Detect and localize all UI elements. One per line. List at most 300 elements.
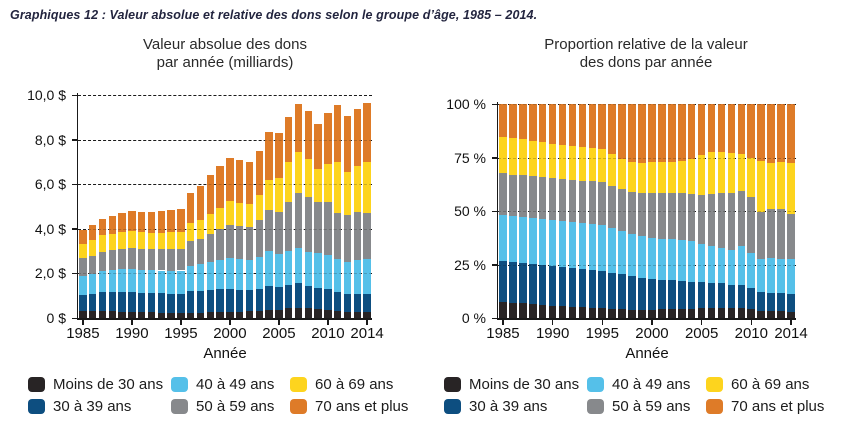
bar-1995-60-à-69-ans [177, 232, 185, 249]
bar-1999-40-à-49-ans [638, 236, 646, 278]
bar-2004-40-à-49-ans [265, 251, 273, 286]
bar-1986-30-à-39-ans [89, 294, 97, 311]
y-tick-label-6: 6,0 $ [34, 176, 66, 193]
bar-1992-60-à-69-ans [148, 233, 156, 250]
bar-1990-60-à-69-ans [128, 231, 136, 248]
bar-2008-60-à-69-ans [728, 153, 736, 193]
bar-2004-50-à-59-ans [688, 194, 696, 241]
bar-2011-40-à-49-ans [334, 259, 342, 292]
bar-1996-60-à-69-ans [187, 223, 195, 242]
y-tick-8 [72, 139, 77, 141]
bar-1992-70-ans-et-plus [569, 104, 577, 146]
legend-item [706, 376, 824, 393]
x-tick-1995 [180, 320, 182, 325]
right-chart-legend [444, 376, 824, 415]
bar-2000-70-ans-et-plus [648, 104, 656, 162]
bar-2000-30-à-39-ans [226, 289, 234, 312]
gridline-over-6 [78, 184, 372, 185]
bar-2002-50-à-59-ans [668, 193, 676, 239]
bar-1990-40-à-49-ans [128, 269, 136, 292]
right-chart-title-line1: Proportion relative de la valeur [544, 36, 748, 53]
x-tick-label-2010: 2010 [734, 325, 768, 342]
bar-2004-60-à-69-ans [688, 159, 696, 194]
bar-2014-60-à-69-ans [363, 162, 371, 213]
bar-1988-Moins-de-30-ans [109, 311, 117, 318]
bar-2003-60-à-69-ans [678, 161, 686, 193]
bar-2003-50-à-59-ans [678, 193, 686, 240]
x-tick-2014 [790, 320, 792, 325]
legend-item [290, 376, 408, 393]
bar-1995-30-à-39-ans [598, 271, 606, 309]
bar-2009-30-à-39-ans [738, 285, 746, 308]
bar-1996-70-ans-et-plus [608, 104, 616, 154]
legend-label: Moins de 30 ans [469, 376, 580, 393]
bar-2004-30-à-39-ans [688, 282, 696, 309]
y-tick-label-8: 8,0 $ [34, 131, 66, 148]
bar-2001-60-à-69-ans [658, 162, 666, 193]
bar-1996-50-à-59-ans [608, 186, 616, 228]
bar-2003-70-ans-et-plus [678, 104, 686, 161]
y-tick-25 [492, 264, 497, 266]
bar-1986-70-ans-et-plus [509, 104, 517, 138]
y-tick-2 [72, 273, 77, 275]
y-tick-0 [72, 318, 77, 320]
bar-2008-50-à-59-ans [728, 193, 736, 250]
bar-2014-30-à-39-ans [787, 294, 795, 312]
bar-1990-Moins-de-30-ans [549, 306, 557, 318]
bar-1991-60-à-69-ans [138, 232, 146, 249]
bar-2005-50-à-59-ans [698, 195, 706, 244]
bar-2004-30-à-39-ans [265, 286, 273, 309]
x-tick-label-1985: 1985 [66, 325, 100, 342]
bar-2013-50-à-59-ans [777, 209, 785, 259]
bar-1988-Moins-de-30-ans [529, 304, 537, 318]
bar-1993-50-à-59-ans [158, 249, 166, 270]
bar-1990-40-à-49-ans [549, 220, 557, 266]
y-tick-label-4: 4,0 $ [34, 220, 66, 237]
x-tick-label-2014: 2014 [774, 325, 808, 342]
y-tick-label-2: 2,0 $ [34, 265, 66, 282]
bar-2010-50-à-59-ans [747, 197, 755, 253]
bar-1987-70-ans-et-plus [519, 104, 527, 139]
bar-1985-Moins-de-30-ans [79, 311, 87, 318]
bar-2002-Moins-de-30-ans [246, 311, 254, 318]
bar-2008-30-à-39-ans [728, 285, 736, 308]
bar-2000-60-à-69-ans [648, 162, 656, 193]
bar-1986-70-ans-et-plus [89, 225, 97, 240]
legend-label: 50 à 59 ans [196, 398, 275, 415]
swatch-dark-blue [444, 399, 461, 414]
bar-1986-Moins-de-30-ans [89, 311, 97, 318]
bar-2006-Moins-de-30-ans [285, 308, 293, 318]
bar-2012-70-ans-et-plus [344, 116, 352, 172]
bar-2001-Moins-de-30-ans [658, 309, 666, 318]
bar-1993-40-à-49-ans [579, 223, 587, 269]
bar-2002-30-à-39-ans [246, 290, 254, 311]
left-chart-title-line1: Valeur absolue des dons [142, 36, 307, 53]
bar-1987-Moins-de-30-ans [99, 311, 107, 318]
swatch-orange [290, 399, 307, 414]
bar-1985-60-à-69-ans [499, 137, 507, 173]
bar-2008-70-ans-et-plus [305, 111, 313, 159]
bar-2003-60-à-69-ans [256, 195, 264, 220]
x-tick-label-2000: 2000 [213, 325, 247, 342]
bar-1999-60-à-69-ans [216, 208, 224, 229]
bar-1989-Moins-de-30-ans [539, 305, 547, 318]
x-tick-2000 [229, 320, 231, 325]
bar-2002-60-à-69-ans [668, 162, 676, 194]
bar-1992-60-à-69-ans [569, 146, 577, 180]
bar-2006-50-à-59-ans [708, 194, 716, 247]
x-tick-label-2014: 2014 [350, 325, 384, 342]
bar-2013-40-à-49-ans [354, 260, 362, 293]
bar-2012-60-à-69-ans [767, 163, 775, 209]
bar-2010-30-à-39-ans [324, 289, 332, 310]
bar-1998-30-à-39-ans [628, 276, 636, 309]
y-tick-4 [72, 228, 77, 230]
bar-2014-70-ans-et-plus [787, 104, 795, 163]
bar-2008-60-à-69-ans [305, 159, 313, 197]
bar-1988-70-ans-et-plus [529, 104, 537, 141]
bar-1985-40-à-49-ans [79, 276, 87, 295]
legend-label: Moins de 30 ans [53, 376, 164, 393]
bar-2007-40-à-49-ans [295, 248, 303, 283]
bar-1990-50-à-59-ans [549, 178, 557, 220]
bar-1999-70-ans-et-plus [638, 104, 646, 163]
bar-2002-60-à-69-ans [246, 204, 254, 227]
left-chart-title [95, 36, 355, 72]
bar-1985-30-à-39-ans [499, 261, 507, 302]
bar-2003-50-à-59-ans [256, 220, 264, 257]
bar-2007-50-à-59-ans [295, 193, 303, 248]
bar-2003-70-ans-et-plus [256, 151, 264, 195]
bar-1987-40-à-49-ans [519, 217, 527, 263]
y-tick-100 [492, 104, 497, 106]
bar-1999-40-à-49-ans [216, 260, 224, 290]
x-tick-2005 [701, 320, 703, 325]
bar-1992-40-à-49-ans [569, 222, 577, 268]
bar-1995-60-à-69-ans [598, 149, 606, 182]
bar-1993-60-à-69-ans [158, 233, 166, 250]
bar-1988-30-à-39-ans [529, 264, 537, 304]
x-tick-label-1995: 1995 [585, 325, 619, 342]
bar-1989-60-à-69-ans [539, 142, 547, 177]
bar-1991-50-à-59-ans [559, 179, 567, 221]
bar-2002-50-à-59-ans [246, 227, 254, 260]
bar-2009-40-à-49-ans [314, 253, 322, 288]
gridline-over-25 [498, 265, 796, 266]
bar-2013-30-à-39-ans [777, 293, 785, 311]
bar-2010-70-ans-et-plus [324, 113, 332, 164]
bar-2013-70-ans-et-plus [777, 104, 785, 162]
y-axis-line [497, 102, 499, 320]
bar-2008-40-à-49-ans [305, 252, 313, 286]
bar-2014-50-à-59-ans [787, 214, 795, 259]
bar-2013-Moins-de-30-ans [777, 311, 785, 318]
bar-1992-30-à-39-ans [569, 268, 577, 307]
bar-2007-30-à-39-ans [718, 283, 726, 307]
bar-2008-70-ans-et-plus [728, 104, 736, 153]
bar-1993-60-à-69-ans [579, 147, 587, 180]
bar-2006-50-à-59-ans [285, 202, 293, 251]
bar-1996-50-à-59-ans [187, 241, 195, 266]
bar-1985-50-à-59-ans [499, 173, 507, 215]
bar-1992-Moins-de-30-ans [569, 307, 577, 318]
bar-1993-Moins-de-30-ans [579, 307, 587, 318]
x-tick-1985 [502, 320, 504, 325]
bar-1994-40-à-49-ans [589, 224, 597, 270]
bar-1987-30-à-39-ans [519, 263, 527, 303]
bar-1999-50-à-59-ans [216, 229, 224, 259]
bar-2009-60-à-69-ans [314, 169, 322, 202]
bar-1998-Moins-de-30-ans [628, 310, 636, 318]
bar-2009-50-à-59-ans [738, 191, 746, 247]
bar-1985-70-ans-et-plus [79, 230, 87, 244]
bar-1997-30-à-39-ans [618, 274, 626, 309]
legend-label: 40 à 49 ans [612, 376, 691, 393]
bar-1996-60-à-69-ans [608, 154, 616, 186]
x-tick-1995 [602, 320, 604, 325]
bar-1990-50-à-59-ans [128, 248, 136, 269]
bar-2007-30-à-39-ans [295, 283, 303, 307]
bar-2010-60-à-69-ans [324, 164, 332, 202]
y-tick-6 [72, 184, 77, 186]
bar-1999-30-à-39-ans [638, 278, 646, 310]
figure-title: Graphiques 12 : Valeur absolue et relative des dons selon le groupe d’âge, 1985 – 2014. [10, 8, 538, 22]
bar-2010-60-à-69-ans [747, 158, 755, 198]
bar-2002-40-à-49-ans [668, 239, 676, 280]
legend-item [28, 398, 171, 415]
bar-2007-Moins-de-30-ans [718, 308, 726, 318]
bar-2001-30-à-39-ans [658, 280, 666, 310]
bar-2003-30-à-39-ans [678, 281, 686, 309]
bar-1994-60-à-69-ans [167, 232, 175, 249]
legend-item [171, 398, 290, 415]
bar-2008-50-à-59-ans [305, 197, 313, 252]
bar-1995-30-à-39-ans [177, 294, 185, 313]
bar-1987-Moins-de-30-ans [519, 303, 527, 318]
bar-1990-60-à-69-ans [549, 144, 557, 178]
x-tick-label-1995: 1995 [164, 325, 198, 342]
bar-1996-40-à-49-ans [187, 266, 195, 292]
bar-1998-60-à-69-ans [628, 162, 636, 192]
bar-2013-60-à-69-ans [777, 162, 785, 209]
bar-1997-Moins-de-30-ans [618, 309, 626, 318]
bar-1998-70-ans-et-plus [207, 175, 215, 213]
bar-1999-60-à-69-ans [638, 163, 646, 193]
bar-2005-40-à-49-ans [275, 254, 283, 287]
bar-1998-60-à-69-ans [207, 214, 215, 234]
bar-1992-50-à-59-ans [148, 249, 156, 270]
bar-2011-30-à-39-ans [757, 292, 765, 311]
right-xaxis-title: Année [625, 345, 669, 362]
bar-2014-50-à-59-ans [363, 213, 371, 258]
bar-2010-70-ans-et-plus [747, 104, 755, 158]
bar-2013-60-à-69-ans [354, 166, 362, 211]
bar-2009-60-à-69-ans [738, 154, 746, 190]
left-chart-title-line2: par année (milliards) [156, 54, 294, 71]
gridline-over-10 [78, 95, 372, 96]
bar-1989-40-à-49-ans [539, 219, 547, 265]
bar-1987-50-à-59-ans [99, 252, 107, 272]
bar-1996-30-à-39-ans [187, 291, 195, 312]
bar-2005-70-ans-et-plus [698, 104, 706, 155]
legend-label: 70 ans et plus [315, 398, 409, 415]
bar-1988-50-à-59-ans [109, 250, 117, 270]
y-tick-50 [492, 211, 497, 213]
bar-2009-Moins-de-30-ans [738, 308, 746, 318]
bar-1997-40-à-49-ans [618, 231, 626, 274]
legend-item [171, 376, 290, 393]
x-tick-2010 [751, 320, 753, 325]
legend-item [444, 376, 587, 393]
bar-2004-Moins-de-30-ans [265, 310, 273, 318]
bar-1986-60-à-69-ans [89, 240, 97, 256]
x-tick-label-1990: 1990 [535, 325, 570, 342]
bar-2009-50-à-59-ans [314, 202, 322, 252]
bar-2005-Moins-de-30-ans [275, 310, 283, 318]
bar-2002-70-ans-et-plus [668, 104, 676, 162]
right-chart-title-line2: des dons par année [579, 54, 713, 71]
bar-2004-50-à-59-ans [265, 210, 273, 251]
bar-1997-70-ans-et-plus [197, 186, 205, 220]
bar-1987-30-à-39-ans [99, 292, 107, 311]
y-tick-0 [492, 318, 497, 320]
bar-2006-70-ans-et-plus [708, 104, 716, 152]
bar-1997-60-à-69-ans [618, 159, 626, 189]
bar-1989-60-à-69-ans [118, 232, 126, 249]
x-tick-label-2005: 2005 [262, 325, 296, 342]
bar-1985-70-ans-et-plus [499, 104, 507, 137]
bar-2011-70-ans-et-plus [757, 104, 765, 161]
bar-1993-30-à-39-ans [158, 293, 166, 312]
bar-2010-40-à-49-ans [324, 255, 332, 289]
bar-2005-30-à-39-ans [275, 287, 283, 310]
y-tick-label-25: 25 % [454, 256, 486, 273]
bar-1996-40-à-49-ans [608, 228, 616, 272]
bar-1993-50-à-59-ans [579, 181, 587, 223]
bar-2001-40-à-49-ans [658, 239, 666, 280]
x-tick-1990 [552, 320, 554, 325]
x-tick-label-2000: 2000 [635, 325, 669, 342]
bar-1994-50-à-59-ans [167, 249, 175, 271]
bar-1989-30-à-39-ans [539, 265, 547, 305]
bar-2011-60-à-69-ans [757, 161, 765, 212]
bar-2001-50-à-59-ans [236, 226, 244, 260]
bar-2006-30-à-39-ans [708, 283, 716, 308]
bar-2012-70-ans-et-plus [767, 104, 775, 163]
swatch-dark-blue [28, 399, 45, 414]
bar-2012-50-à-59-ans [767, 209, 775, 259]
bar-2012-30-à-39-ans [767, 293, 775, 312]
legend-label: 60 à 69 ans [731, 376, 810, 393]
x-tick-label-1990: 1990 [115, 325, 149, 342]
bar-1994-Moins-de-30-ans [589, 308, 597, 318]
swatch-gray [587, 399, 604, 414]
bar-2003-Moins-de-30-ans [678, 309, 686, 318]
bar-2007-70-ans-et-plus [718, 104, 726, 152]
bar-2000-60-à-69-ans [226, 201, 234, 224]
bar-2011-50-à-59-ans [757, 212, 765, 259]
bar-1997-50-à-59-ans [197, 239, 205, 265]
x-tick-label-1985: 1985 [486, 325, 520, 342]
bar-2012-40-à-49-ans [344, 262, 352, 294]
bar-1991-30-à-39-ans [559, 267, 567, 306]
bar-1997-70-ans-et-plus [618, 104, 626, 159]
bar-2000-40-à-49-ans [648, 238, 656, 279]
bar-1996-Moins-de-30-ans [608, 309, 616, 318]
y-tick-label-10: 10,0 $ [27, 87, 66, 103]
bar-1986-50-à-59-ans [89, 256, 97, 274]
swatch-light-blue [171, 377, 188, 392]
bar-1985-30-à-39-ans [79, 295, 87, 312]
bar-2006-Moins-de-30-ans [708, 308, 716, 318]
bar-2007-70-ans-et-plus [295, 104, 303, 151]
bar-2011-70-ans-et-plus [334, 105, 342, 162]
bar-2000-50-à-59-ans [648, 193, 656, 238]
bar-2011-30-à-39-ans [334, 292, 342, 311]
bar-2005-60-à-69-ans [698, 155, 706, 195]
bar-1987-60-à-69-ans [99, 235, 107, 252]
bar-1989-70-ans-et-plus [539, 104, 547, 142]
bar-1986-30-à-39-ans [509, 262, 517, 302]
legend-item [444, 398, 587, 415]
legend-label: 30 à 39 ans [53, 398, 132, 415]
swatch-gray [171, 399, 188, 414]
y-tick-label-75: 75 % [454, 149, 486, 166]
legend-label: 30 à 39 ans [469, 398, 548, 415]
gridline-over-100 [498, 104, 796, 105]
bar-1994-70-ans-et-plus [589, 104, 597, 148]
x-tick-1985 [82, 320, 84, 325]
bar-1997-50-à-59-ans [618, 189, 626, 231]
x-tick-2005 [278, 320, 280, 325]
bar-1985-40-à-49-ans [499, 215, 507, 261]
bar-1989-50-à-59-ans [539, 177, 547, 219]
bar-1990-70-ans-et-plus [128, 211, 136, 231]
bar-2003-40-à-49-ans [678, 240, 686, 281]
bar-2002-70-ans-et-plus [246, 162, 254, 204]
swatch-black [444, 377, 461, 392]
bar-2003-30-à-39-ans [256, 289, 264, 311]
bar-2004-40-à-49-ans [688, 241, 696, 281]
bar-2003-Moins-de-30-ans [256, 311, 264, 318]
bar-2000-Moins-de-30-ans [648, 310, 656, 318]
bar-1995-50-à-59-ans [598, 182, 606, 225]
bar-2004-70-ans-et-plus [688, 104, 696, 159]
y-tick-10 [72, 95, 77, 97]
x-tick-2014 [366, 320, 368, 325]
bar-1988-70-ans-et-plus [109, 216, 117, 233]
bar-1993-30-à-39-ans [579, 269, 587, 307]
left-xaxis-title: Année [203, 345, 247, 362]
swatch-black [28, 377, 45, 392]
bar-2008-40-à-49-ans [728, 250, 736, 285]
swatch-orange [706, 399, 723, 414]
bar-2002-40-à-49-ans [246, 260, 254, 290]
legend-label: 70 ans et plus [731, 398, 825, 415]
bar-2012-Moins-de-30-ans [767, 311, 775, 318]
bar-2007-Moins-de-30-ans [295, 308, 303, 318]
bar-1995-70-ans-et-plus [598, 104, 606, 149]
swatch-light-blue [587, 377, 604, 392]
legend-item [587, 376, 706, 393]
legend-item [28, 376, 171, 393]
bar-1994-50-à-59-ans [589, 181, 597, 224]
bar-2001-50-à-59-ans [658, 193, 666, 239]
bar-1986-Moins-de-30-ans [509, 303, 517, 318]
bar-1991-40-à-49-ans [559, 221, 567, 267]
